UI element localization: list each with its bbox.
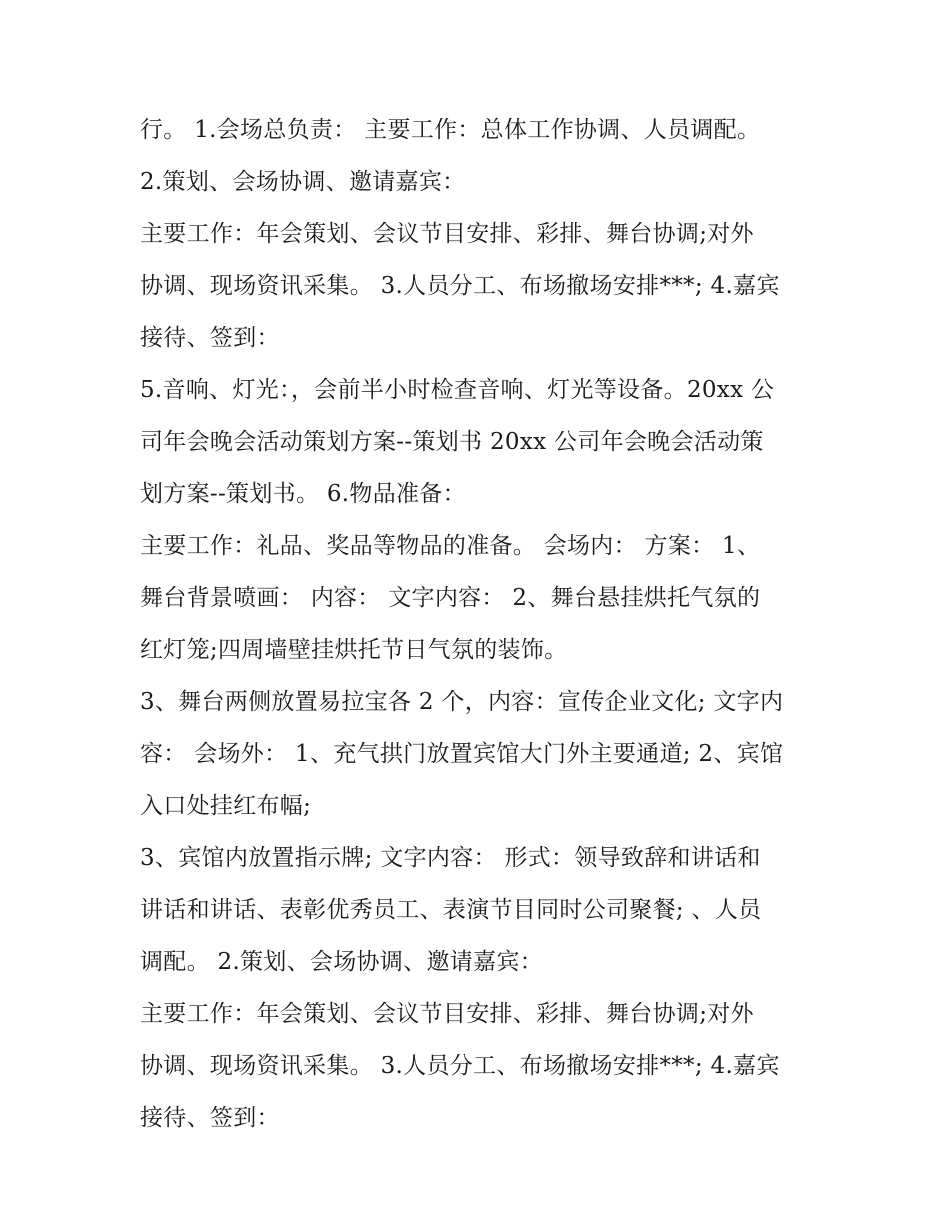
text-line-10: 舞台背景喷画： 内容： 文字内容： 2、舞台悬挂烘托气氛的 <box>140 585 761 611</box>
text-line-13: 容： 会场外： 1、充气拱门放置宾馆大门外主要通道; 2、宾馆 <box>140 741 784 767</box>
text-line-15: 3、宾馆内放置指示牌; 文字内容： 形式：领导致辞和讲话和 <box>140 845 761 871</box>
text-line-3: 主要工作：年会策划、会议节目安排、彩排、舞台协调;对外 <box>140 221 754 247</box>
text-line-19: 协调、现场资讯采集。 3.人员分工、布场撤场安排***; 4.嘉宾 <box>140 1053 780 1079</box>
document-body <box>140 104 820 1144</box>
text-line-6: 5.音响、灯光：，会前半小时检查音响、灯光等设备。20xx 公 <box>140 377 775 403</box>
text-line-14: 入口处挂红布幅; <box>140 793 312 819</box>
text-line-12: 3、舞台两侧放置易拉宝各 2 个，内容：宣传企业文化; 文字内 <box>140 689 784 715</box>
text-line-8: 划方案--策划书。 6.物品准备： <box>140 481 466 507</box>
text-line-4: 协调、现场资讯采集。 3.人员分工、布场撤场安排***; 4.嘉宾 <box>140 273 780 299</box>
text-line-20: 接待、签到： <box>140 1105 280 1131</box>
text-line-17: 调配。 2.策划、会场协调、邀请嘉宾： <box>140 949 543 975</box>
text-line-18: 主要工作：年会策划、会议节目安排、彩排、舞台协调;对外 <box>140 1001 754 1027</box>
text-line-9: 主要工作：礼品、奖品等物品的准备。 会场内： 方案： 1、 <box>140 533 761 559</box>
text-line-11: 红灯笼;四周墙壁挂烘托节日气氛的装饰。 <box>140 637 568 663</box>
text-line-7: 司年会晚会活动策划方案--策划书 20xx 公司年会晚会活动策 <box>140 429 764 455</box>
text-line-2: 2.策划、会场协调、邀请嘉宾： <box>140 169 466 195</box>
text-line-1: 行。 1.会场总负责： 主要工作：总体工作协调、人员调配。 <box>140 117 761 143</box>
text-line-16: 讲话和讲话、表彰优秀员工、表演节目同时公司聚餐; 、人员 <box>140 897 762 923</box>
text-line-5: 接待、签到： <box>140 325 280 351</box>
